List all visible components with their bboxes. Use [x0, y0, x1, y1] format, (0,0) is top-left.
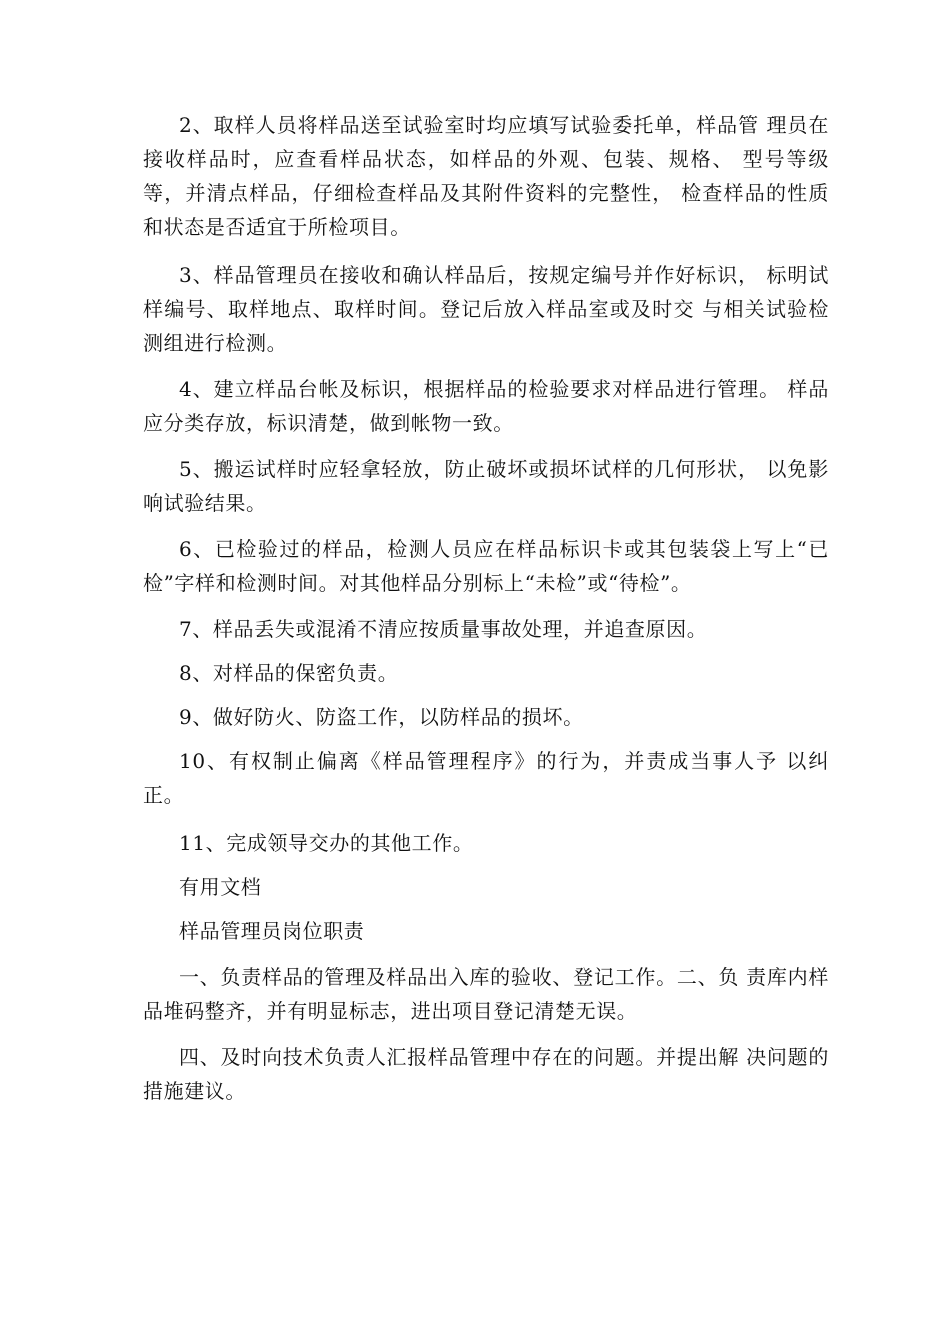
paragraph-item-5: 5、搬运试样时应轻拿轻放，防止破坏或损坏试样的几何形状， 以免影响试验结果。 [143, 457, 829, 515]
section-title: 样品管理员岗位职责 [179, 919, 365, 943]
paragraph-item-3: 3、样品管理员在接收和确认样品后，按规定编号并作好标识， 标明试样编号、取样地点、取样时间。登记后放入样品室或及时交 与相关试验检测组进行检测。 [143, 263, 829, 355]
paragraph-item-8: 8、对样品的保密负责。 [179, 661, 399, 685]
paragraph-item-10: 10、有权制止偏离《样品管理程序》的行为，并责成当事人予 以纠正。 [143, 749, 829, 807]
duty-paragraph-1: 一、负责样品的管理及样品出入库的验收、登记工作。二、负 责库内样品堆码整齐，并有明显标志，进出项目登记清楚无误。 [143, 965, 829, 1023]
duty-paragraph-4: 四、及时向技术负责人汇报样品管理中存在的问题。并提出解 决问题的措施建议。 [143, 1045, 829, 1103]
document-page [143, 108, 829, 1108]
paragraph-item-7: 7、样品丢失或混淆不清应按质量事故处理，并追查原因。 [179, 617, 708, 641]
paragraph-item-11: 11、完成领导交办的其他工作。 [179, 831, 474, 855]
paragraph-item-4: 4、建立样品台帐及标识，根据样品的检验要求对样品进行管理。 样品应分类存放，标识清楚，做到帐物一致。 [143, 377, 830, 435]
paragraph-item-6: 6、已检验过的样品，检测人员应在样品标识卡或其包装袋上写上“已检”字样和检测时间。对其他样品分别标上“未检”或“待检”。 [143, 537, 829, 595]
useful-document-label: 有用文档 [179, 875, 262, 899]
paragraph-item-2: 2、取样人员将样品送至试验室时均应填写试验委托单，样品管 理员在接收样品时，应查看样品状态，如样品的外观、包装、规格、 型号等级等，并清点样品，仔细检查样品及其附件资料的完整性， 检查样品的性质和状态是否适宜于所检项目。 [143, 113, 829, 239]
paragraph-item-9: 9、做好防火、防盗工作，以防样品的损坏。 [179, 705, 584, 729]
